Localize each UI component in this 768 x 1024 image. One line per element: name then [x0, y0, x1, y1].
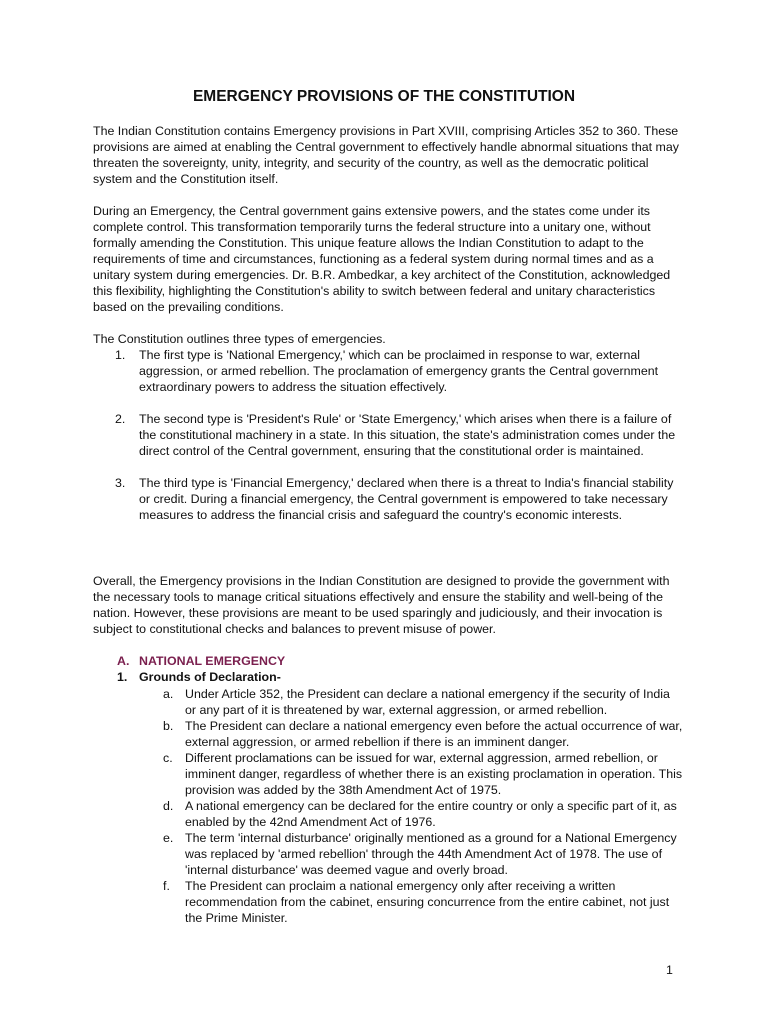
- list-item-letter: d.: [163, 799, 174, 813]
- list-item-text: The second type is 'President's Rule' or 'State Emergency,' which arises when there is a failure of the constitutional machinery in a state. In this situation, the state's administration comes under the direct control of the Central government, ensuring that the constitutional order is maintained.: [139, 412, 676, 458]
- subsection-heading-text: Grounds of Declaration-: [139, 670, 281, 684]
- list-item: [93, 686, 683, 718]
- intro-paragraph: The Indian Constitution contains Emergency provisions in Part XVIII, comprising Articles 352 to 360. These provisions are aimed at enabling the Central government to effectively handle abnormal situations that may threaten the sovereignty, unity, integrity, and security of the country, as well as the democratic political system and the Constitution itself.: [93, 124, 679, 186]
- list-item-letter: b.: [163, 719, 174, 733]
- list-item-number: 1.: [115, 348, 126, 362]
- list-item-text: A national emergency can be declared for the entire country or only a specific part of it, as enabled by the 42nd Amendment Act of 1976.: [185, 799, 677, 829]
- during-emergency-paragraph: During an Emergency, the Central government gains extensive powers, and the states come under its complete control. This transformation temporarily turns the federal structure into a unitary one, without formally amending the Constitution. This unique feature allows the Indian Constitution to adapt to the requirements of time and circumstances, functioning as a federal system during normal times and as a unitary system during emergencies. Dr. B.R. Ambedkar, a key architect of the Constitution, acknowledged this flexibility, highlighting the Constitution's ability to switch between federal and unitary characteristics based on the prevailing conditions.: [93, 204, 671, 314]
- page-title: EMERGENCY PROVISIONS OF THE CONSTITUTION: [192, 88, 576, 105]
- list-item-letter: c.: [163, 751, 173, 765]
- list-item-letter: e.: [163, 831, 174, 845]
- overall-paragraph: Overall, the Emergency provisions in the Indian Constitution are designed to provide the government with the necessary tools to manage critical situations effectively and ensure the stability and well-being of the nation. However, these provisions are meant to be used sparingly and judiciously, and their invocation is subject to constitutional checks and balances to prevent misuse of power.: [93, 574, 670, 636]
- list-item-text: The third type is 'Financial Emergency,' declared when there is a threat to India's financial stability or credit. During a financial emergency, the Central government is empowered to take necessary measures to address the financial crisis and safeguard the country's economic interests.: [139, 476, 674, 522]
- list-item-text: The President can declare a national emergency even before the actual occurrence of war, external aggression, or armed rebellion if there is an imminent danger.: [185, 719, 683, 749]
- page-number: 1: [666, 963, 673, 977]
- list-item: [93, 411, 683, 459]
- section-heading-text: NATIONAL EMERGENCY: [139, 654, 286, 668]
- list-item-text: The President can proclaim a national emergency only after receiving a written recommendation from the cabinet, ensuring concurrence from the entire cabinet, not just the Prime Minister.: [185, 879, 670, 925]
- emergency-types-list: [93, 347, 683, 539]
- list-item: [93, 798, 683, 830]
- subsection-number: 1.: [117, 670, 128, 684]
- list-item: [93, 475, 683, 523]
- grounds-list: [93, 686, 683, 926]
- list-item-text: Under Article 352, the President can declare a national emergency if the security of India or any part of it is threatened by war, external aggression, or armed rebellion.: [185, 687, 670, 717]
- section-letter: A.: [117, 654, 130, 668]
- list-item-text: The first type is 'National Emergency,' which can be proclaimed in response to war, external aggression, or armed rebellion. The proclamation of emergency grants the Central government extraordinary powers to address the situation effectively.: [139, 348, 659, 394]
- list-item: [93, 347, 683, 395]
- list-item: [93, 750, 683, 798]
- list-item-number: 3.: [115, 476, 126, 490]
- list-item-text: The term 'internal disturbance' originally mentioned as a ground for a National Emergency was replaced by 'armed rebellion' through the 44th Amendment Act of 1978. The use of 'internal disturbance' was deemed vague and overly broad.: [185, 831, 677, 877]
- list-item-letter: f.: [163, 879, 170, 893]
- list-item: [93, 878, 683, 926]
- list-item-number: 2.: [115, 412, 126, 426]
- types-intro-paragraph: The Constitution outlines three types of emergencies.: [93, 332, 386, 346]
- list-item: [93, 718, 683, 750]
- list-item: [93, 830, 683, 878]
- list-item-text: Different proclamations can be issued for war, external aggression, armed rebellion, or imminent danger, regardless of whether there is an existing proclamation in operation. This provision was added by the 38th Amendment Act of 1975.: [185, 751, 683, 797]
- list-item-letter: a.: [163, 687, 174, 701]
